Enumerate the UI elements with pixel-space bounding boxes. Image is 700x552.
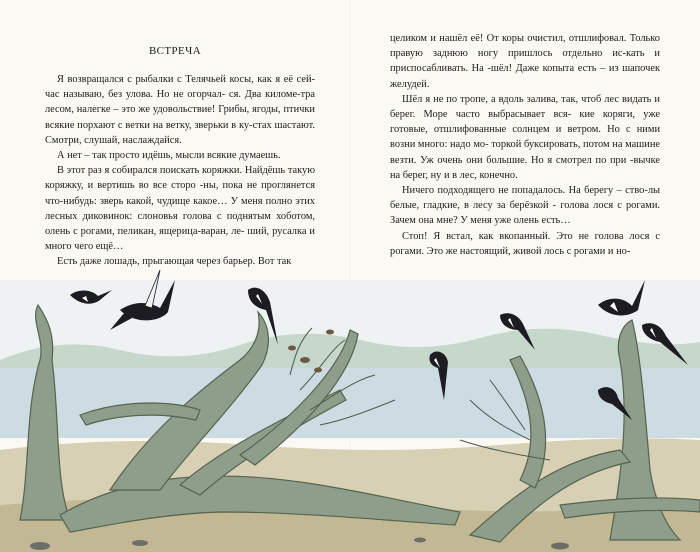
right-text-column xyxy=(390,31,660,259)
paragraph: Стоп! Я встал, как вкопанный. Это не голова лося с рогами. Это же настоящий, живой лось с рогами и но- xyxy=(390,230,660,257)
chapter-title: ВСТРЕЧА xyxy=(148,45,202,57)
paragraph: Ничего подходящего не попадалось. На берегу – ство-лы белые, гладкие, в лесу за берёзкой - голова лося с рогами. Зачем она мне? У меня уже олень есть… xyxy=(390,185,660,227)
paragraph: В этот раз я собирался поискать коряжки. Найдёшь такую коряжку, и вертишь во все сторо -ны, пока не проглянется что-нибудь: зверь какой, чудище какое… У меня полно этих лесных диковинок: слоновья голова с поднятым хоботом, олень с рогами, пеликан, ящерица-варан, ле- ший, русалка и много чего ещё… xyxy=(45,165,315,253)
paragraph: Я возвращался с рыбалки с Телячьей косы, как я её сей-час называю, без улова. Но не огорчал- ся. Два киломе-тра лесом, налегке – это же удовольствие! Грибы, ягоды, птички всякие порхают с ветки на ветку, зверьки в ку-стах шастают. Смотри, слушай, наслаждайся. xyxy=(45,74,315,146)
driftwood-illustration xyxy=(0,250,700,552)
paragraph: Есть даже лошадь, прыгающая через барьер. Вот так xyxy=(57,256,292,268)
left-text-column xyxy=(45,72,315,270)
paragraph: А нет – так просто идёшь, мысли всякие думаешь. xyxy=(57,150,281,162)
paragraph: Шёл я не по тропе, а вдоль залива, так, чтоб лес видать и берег. Море часто выбрасывает вся- кие коряги, уже готовые, отшлифованные солнцем и ветром. Но с ними возни много: надо мо- торкой буксировать, потом на машине везти. Уж очень они большие. Но я смотрел по при -вычке на берег, ну и в лес, конечно. xyxy=(390,93,660,181)
sea xyxy=(0,368,700,438)
paragraph: целиком и нашёл её! От коры очистил, отшлифовал. Только правую заднюю ногу пришлось отдельно ис-кать и приспосабливать. На -шёл! Даже копыта есть – из шапочек желудей. xyxy=(390,33,660,90)
